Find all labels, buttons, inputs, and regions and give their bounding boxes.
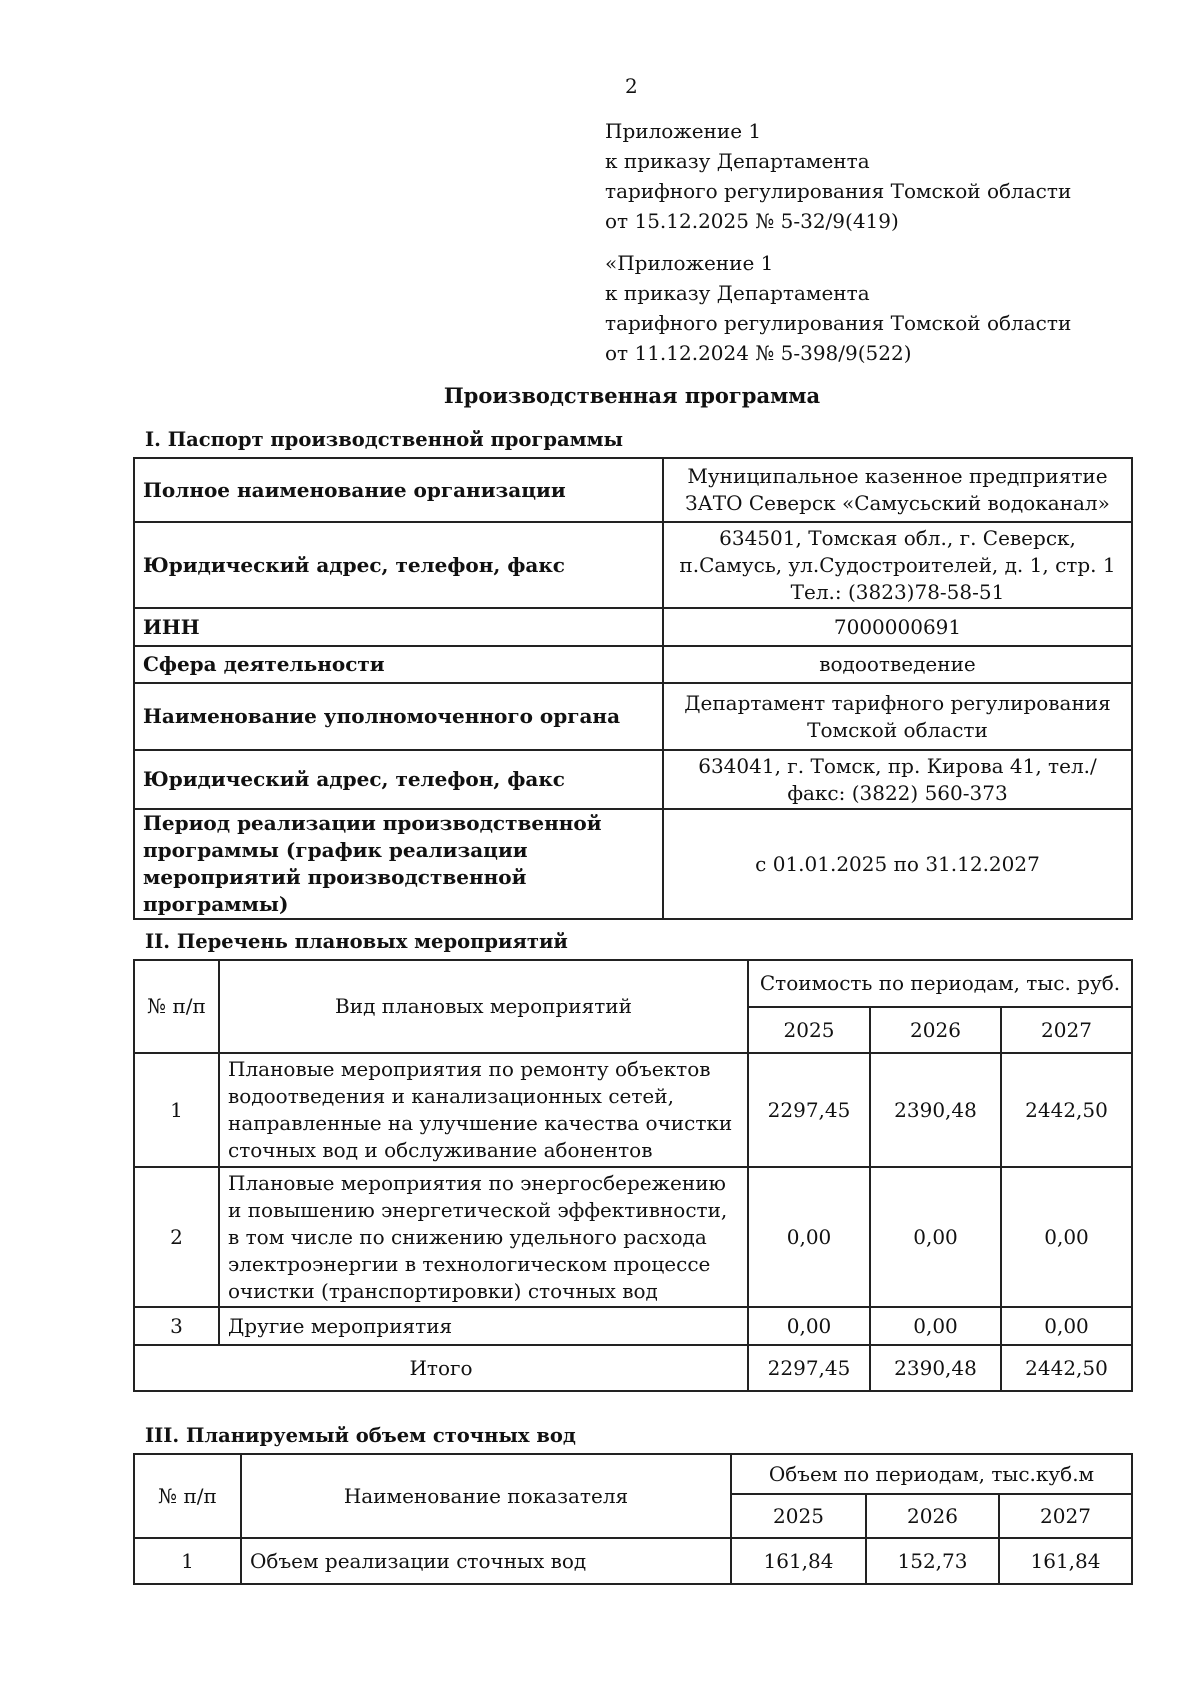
row-value: 152,73 — [866, 1538, 999, 1584]
row-num: 1 — [134, 1053, 219, 1167]
appendix-line: к приказу Департамента — [605, 281, 870, 305]
total-value: 2390,48 — [870, 1345, 1001, 1391]
table-row — [134, 646, 1132, 683]
table-row — [134, 809, 1132, 919]
row-value: 0,00 — [748, 1307, 870, 1345]
section3-heading: III. Планируемый объем сточных вод — [145, 1424, 576, 1447]
row-label: ИНН — [134, 608, 663, 646]
row-name: Другие мероприятия — [219, 1307, 748, 1345]
total-value: 2297,45 — [748, 1345, 870, 1391]
row-label: Юридический адрес, телефон, факс — [134, 522, 663, 608]
appendix-header-new — [605, 116, 1071, 236]
row-num: 3 — [134, 1307, 219, 1345]
table-row — [134, 683, 1132, 750]
header-volume: Объем по периодам, тыс.куб.м — [731, 1454, 1132, 1494]
page-number: 2 — [625, 74, 638, 98]
table-row — [134, 458, 1132, 522]
header-year: 2027 — [999, 1494, 1132, 1538]
row-label: Полное наименование организации — [134, 458, 663, 522]
appendix-line: тарифного регулирования Томской области — [605, 311, 1072, 335]
table-row — [134, 1307, 1132, 1345]
total-value: 2442,50 — [1001, 1345, 1132, 1391]
table-row — [134, 1167, 1132, 1307]
row-value: 0,00 — [870, 1167, 1001, 1307]
table-row — [134, 608, 1132, 646]
row-value: 161,84 — [999, 1538, 1132, 1584]
row-name: Плановые мероприятия по энергосбережению и повышению энергетической эффективности, в том числе по снижению удельного расхода электроэнергии в технологическом процессе очистки (транспортировки) сточных вод — [219, 1167, 748, 1307]
appendix-header-old — [605, 248, 1071, 368]
table-row — [134, 522, 1132, 608]
row-name: Объем реализации сточных вод — [241, 1538, 731, 1584]
row-label: Сфера деятельности — [134, 646, 663, 683]
header-cost: Стоимость по периодам, тыс. руб. — [748, 960, 1132, 1007]
row-value: Муниципальное казенное предприятие ЗАТО Северск «Самусьский водоканал» — [663, 458, 1132, 522]
document-title: Производственная программа — [443, 383, 821, 408]
row-value: 0,00 — [870, 1307, 1001, 1345]
section1-heading: I. Паспорт производственной программы — [145, 428, 624, 451]
row-label: Наименование уполномоченного органа — [134, 683, 663, 750]
header-name: Наименование показателя — [241, 1454, 731, 1538]
row-value: 0,00 — [1001, 1167, 1132, 1307]
row-name: Плановые мероприятия по ремонту объектов водоотведения и канализационных сетей, направленные на улучшение качества очистки сточных вод и обслуживание абонентов — [219, 1053, 748, 1167]
header-year: 2027 — [1001, 1007, 1132, 1053]
table-row — [134, 1053, 1132, 1167]
row-value: 0,00 — [1001, 1307, 1132, 1345]
appendix-line: «Приложение 1 — [605, 251, 774, 275]
appendix-line: от 11.12.2024 № 5-398/9(522) — [605, 341, 912, 365]
passport-table — [133, 457, 1133, 920]
row-value: 634041, г. Томск, пр. Кирова 41, тел./факс: (3822) 560-373 — [663, 750, 1132, 809]
row-value: 2390,48 — [870, 1053, 1001, 1167]
row-num: 2 — [134, 1167, 219, 1307]
total-row — [134, 1345, 1132, 1391]
header-num: № п/п — [134, 1454, 241, 1538]
total-label: Итого — [134, 1345, 748, 1391]
appendix-line: Приложение 1 — [605, 119, 762, 143]
header-name: Вид плановых мероприятий — [219, 960, 748, 1053]
row-label: Период реализации производственной программы (график реализации мероприятий производственной программы) — [134, 809, 663, 919]
row-value: 7000000691 — [663, 608, 1132, 646]
measures-table — [133, 959, 1133, 1392]
section2-heading: II. Перечень плановых мероприятий — [145, 930, 568, 953]
row-value: 0,00 — [748, 1167, 870, 1307]
row-value: 2297,45 — [748, 1053, 870, 1167]
row-value: с 01.01.2025 по 31.12.2027 — [663, 809, 1132, 919]
appendix-line: от 15.12.2025 № 5-32/9(419) — [605, 209, 899, 233]
row-num: 1 — [134, 1538, 241, 1584]
row-value: 634501, Томская обл., г. Северск, п.Самусь, ул.Судостроителей, д. 1, стр. 1 Тел.: (3823)78-58-51 — [663, 522, 1132, 608]
header-year: 2025 — [731, 1494, 866, 1538]
header-year: 2025 — [748, 1007, 870, 1053]
header-year: 2026 — [870, 1007, 1001, 1053]
appendix-line: тарифного регулирования Томской области — [605, 179, 1072, 203]
row-value: Департамент тарифного регулирования Томской области — [663, 683, 1132, 750]
table-row — [134, 750, 1132, 809]
header-year: 2026 — [866, 1494, 999, 1538]
wastewater-volume-table — [133, 1453, 1133, 1585]
header-num: № п/п — [134, 960, 219, 1053]
row-value: 2442,50 — [1001, 1053, 1132, 1167]
row-value: водоотведение — [663, 646, 1132, 683]
row-label: Юридический адрес, телефон, факс — [134, 750, 663, 809]
appendix-line: к приказу Департамента — [605, 149, 870, 173]
row-value: 161,84 — [731, 1538, 866, 1584]
table-row — [134, 1538, 1132, 1584]
